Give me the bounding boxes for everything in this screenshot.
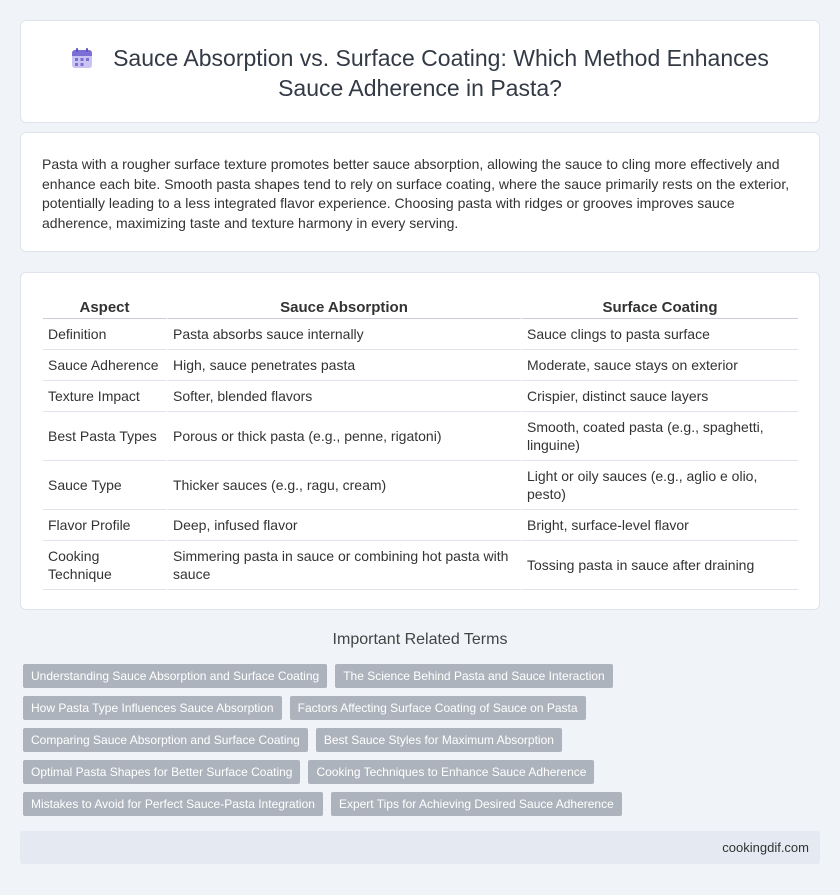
table-cell: Pasta absorbs sauce internally bbox=[168, 319, 522, 350]
table-cell: Simmering pasta in sauce or combining hot pasta with sauce bbox=[168, 541, 522, 590]
title-card bbox=[20, 20, 820, 123]
related-term-tag[interactable]: How Pasta Type Influences Sauce Absorption bbox=[23, 696, 282, 720]
footer bbox=[20, 831, 820, 864]
column-header: Sauce Absorption bbox=[168, 297, 522, 319]
title-line-1: Sauce Absorption vs. Surface Coating: Which Method Enhances bbox=[113, 45, 769, 71]
footer-site-link[interactable]: cookingdif.com bbox=[722, 840, 809, 855]
table-cell: Sauce Type bbox=[43, 461, 168, 510]
calendar-icon bbox=[71, 47, 93, 69]
related-term-tag[interactable]: Cooking Techniques to Enhance Sauce Adherence bbox=[308, 760, 594, 784]
related-term-tag[interactable]: The Science Behind Pasta and Sauce Interaction bbox=[335, 664, 613, 688]
table-cell: Crispier, distinct sauce layers bbox=[522, 381, 798, 412]
related-term-tag[interactable]: Best Sauce Styles for Maximum Absorption bbox=[316, 728, 562, 752]
table-cell: Softer, blended flavors bbox=[168, 381, 522, 412]
comparison-card bbox=[20, 272, 820, 610]
related-terms-list bbox=[23, 664, 823, 824]
table-cell: Thicker sauces (e.g., ragu, cream) bbox=[168, 461, 522, 510]
related-term-tag[interactable]: Expert Tips for Achieving Desired Sauce Adherence bbox=[331, 792, 622, 816]
table-cell: Light or oily sauces (e.g., aglio e olio, pesto) bbox=[522, 461, 798, 510]
table-cell: Texture Impact bbox=[43, 381, 168, 412]
table-row bbox=[43, 510, 798, 541]
table-cell: Porous or thick pasta (e.g., penne, rigatoni) bbox=[168, 412, 522, 461]
related-term-tag[interactable]: Optimal Pasta Shapes for Better Surface Coating bbox=[23, 760, 300, 784]
table-cell: Tossing pasta in sauce after draining bbox=[522, 541, 798, 590]
table-cell: Sauce clings to pasta surface bbox=[522, 319, 798, 350]
title-line-2: Sauce Adherence in Pasta? bbox=[278, 75, 562, 101]
related-term-tag[interactable]: Understanding Sauce Absorption and Surface Coating bbox=[23, 664, 327, 688]
table-cell: Bright, surface-level flavor bbox=[522, 510, 798, 541]
related-terms-heading: Important Related Terms bbox=[332, 631, 508, 648]
table-cell: Flavor Profile bbox=[43, 510, 168, 541]
table-row bbox=[43, 412, 798, 461]
table-row bbox=[43, 319, 798, 350]
related-term-tag[interactable]: Factors Affecting Surface Coating of Sauce on Pasta bbox=[290, 696, 586, 720]
column-header: Surface Coating bbox=[522, 297, 798, 319]
table-cell: Moderate, sauce stays on exterior bbox=[522, 350, 798, 381]
column-header: Aspect bbox=[43, 297, 168, 319]
page-title bbox=[21, 43, 819, 103]
table-row bbox=[43, 461, 798, 510]
table-cell: High, sauce penetrates pasta bbox=[168, 350, 522, 381]
table-row bbox=[43, 381, 798, 412]
related-term-tag[interactable]: Comparing Sauce Absorption and Surface Coating bbox=[23, 728, 308, 752]
table-cell: Sauce Adherence bbox=[43, 350, 168, 381]
table-cell: Smooth, coated pasta (e.g., spaghetti, linguine) bbox=[522, 412, 798, 461]
comparison-table bbox=[43, 297, 798, 590]
table-header-row bbox=[43, 297, 798, 319]
intro-paragraph: Pasta with a rougher surface texture promotes better sauce absorption, allowing the sauce to cling more effectively and enhance each bite. Smooth pasta shapes tend to rely on surface coating, where the sauce primarily rests on the exterior, potentially leading to a less integrated flavor experience. Choosing pasta with ridges or grooves improves sauce adherence, maximizing taste and texture harmony in every serving. bbox=[42, 156, 790, 231]
related-term-tag[interactable]: Mistakes to Avoid for Perfect Sauce-Pasta Integration bbox=[23, 792, 323, 816]
table-row bbox=[43, 541, 798, 590]
table-cell: Definition bbox=[43, 319, 168, 350]
table-cell: Cooking Technique bbox=[43, 541, 168, 590]
intro-card bbox=[20, 132, 820, 252]
table-cell: Best Pasta Types bbox=[43, 412, 168, 461]
table-cell: Deep, infused flavor bbox=[168, 510, 522, 541]
table-row bbox=[43, 350, 798, 381]
